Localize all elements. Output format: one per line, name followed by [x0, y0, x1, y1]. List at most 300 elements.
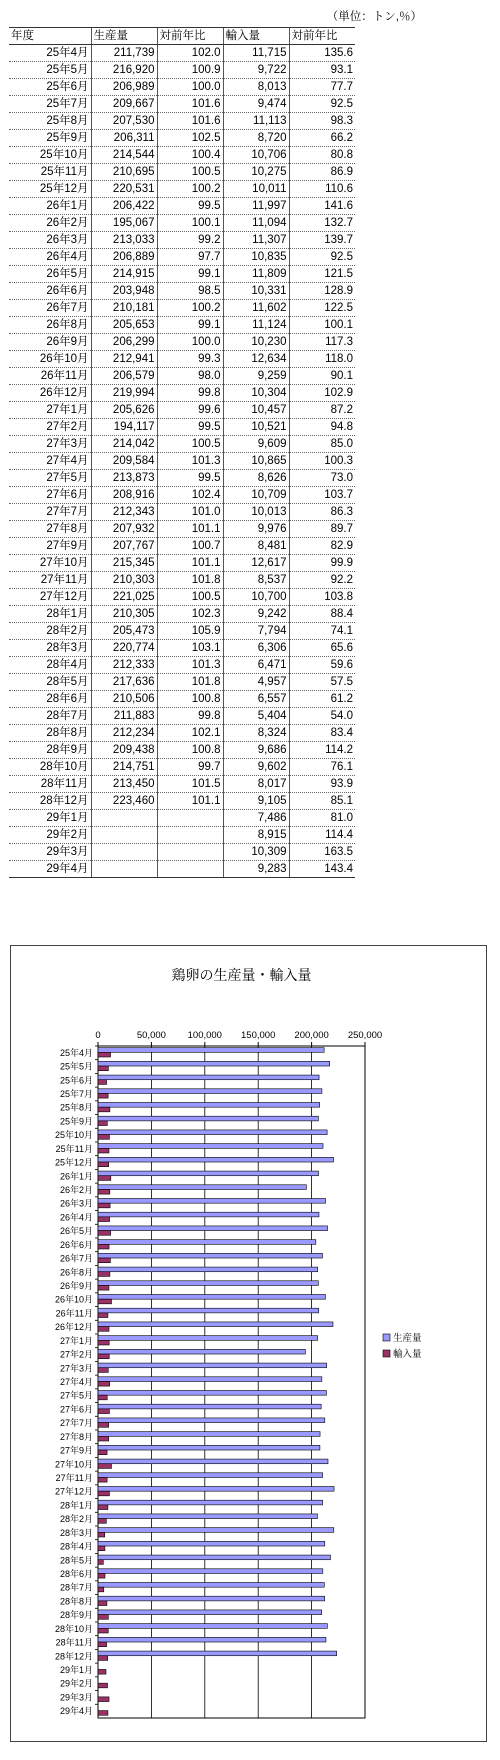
category-label: 28年10月 [54, 1623, 93, 1634]
table-cell: 211,739 [91, 45, 157, 62]
table-cell: 99.5 [157, 198, 223, 215]
bar-import [98, 1135, 109, 1140]
table-cell: 9,602 [223, 759, 289, 776]
table-row [9, 776, 355, 793]
bar-import [98, 1491, 109, 1496]
table-cell: 27年5月 [9, 470, 91, 487]
bar-production [98, 1363, 327, 1368]
bar-import [98, 1244, 109, 1249]
table-cell: 194,117 [91, 419, 157, 436]
bar-production [98, 1089, 322, 1094]
bar-import [98, 1381, 110, 1386]
category-label: 27年5月 [59, 1390, 93, 1401]
bar-import [98, 1532, 105, 1537]
table-cell: 25年12月 [9, 181, 91, 198]
legend-label: 輸入量 [393, 1349, 422, 1360]
table-cell: 77.7 [289, 79, 355, 96]
table-row [9, 725, 355, 742]
bar-production [98, 1651, 337, 1656]
table-cell: 11,809 [223, 266, 289, 283]
table-cell: 28年6月 [9, 691, 91, 708]
table-cell: 99.1 [157, 317, 223, 334]
table-row [9, 300, 355, 317]
table-cell: 206,311 [91, 130, 157, 147]
table-cell: 10,865 [223, 453, 289, 470]
table-cell: 26年1月 [9, 198, 91, 215]
table-cell: 103.7 [289, 487, 355, 504]
category-label: 27年8月 [59, 1431, 93, 1442]
category-label: 27年11月 [55, 1473, 93, 1483]
table-cell: 100.0 [157, 79, 223, 96]
table-cell: 139.7 [289, 232, 355, 249]
table-cell: 61.2 [289, 691, 355, 708]
category-label: 25年7月 [59, 1089, 93, 1099]
legend-label: 生産量 [393, 1333, 422, 1344]
table-cell: 101.1 [157, 521, 223, 538]
category-label: 25年8月 [59, 1102, 93, 1113]
table-cell: 100.5 [157, 589, 223, 606]
bar-production [98, 1130, 327, 1135]
table-cell: 223,460 [91, 793, 157, 810]
table-cell: 25年4月 [9, 45, 91, 62]
table-row [9, 147, 355, 164]
table-cell: 25年7月 [9, 96, 91, 113]
table-cell: 217,636 [91, 674, 157, 691]
table-cell: 100.1 [289, 317, 355, 334]
table-cell: 66.2 [289, 130, 355, 147]
bar-import [98, 1656, 108, 1661]
bar-production [98, 1555, 330, 1560]
table-cell: 8,013 [223, 79, 289, 96]
table-cell: 10,309 [223, 844, 289, 861]
bar-production [98, 1473, 323, 1478]
table-cell: 220,774 [91, 640, 157, 657]
table-cell: 73.0 [289, 470, 355, 487]
category-label: 29年2月 [59, 1678, 93, 1689]
category-label: 29年3月 [59, 1692, 93, 1703]
table-cell: 210,695 [91, 164, 157, 181]
table-cell [91, 844, 157, 861]
table-cell: 98.5 [157, 283, 223, 300]
table-cell: 28年12月 [9, 793, 91, 810]
table-cell: 27年6月 [9, 487, 91, 504]
table-cell: 207,530 [91, 113, 157, 130]
table-cell: 11,602 [223, 300, 289, 317]
table-cell: 118.0 [289, 351, 355, 368]
bar-import [98, 1464, 111, 1469]
bar-production [98, 1583, 324, 1588]
category-label: 26年4月 [59, 1212, 93, 1223]
bar-import [98, 1519, 106, 1524]
bar-production [98, 1391, 326, 1396]
table-cell: 102.5 [157, 130, 223, 147]
table-cell: 206,989 [91, 79, 157, 96]
bar-import [98, 1340, 109, 1345]
table-cell: 212,343 [91, 504, 157, 521]
table-cell: 29年4月 [9, 861, 91, 878]
category-label: 28年12月 [54, 1651, 93, 1662]
table-cell: 9,722 [223, 62, 289, 79]
table-cell: 99.8 [157, 708, 223, 725]
table-cell: 205,626 [91, 402, 157, 419]
table-cell: 8,626 [223, 470, 289, 487]
table-cell: 10,521 [223, 419, 289, 436]
bar-import [98, 1189, 110, 1194]
table-cell: 28年9月 [9, 742, 91, 759]
table-row [9, 504, 355, 521]
table-cell: 28年10月 [9, 759, 91, 776]
category-label: 25年4月 [59, 1047, 93, 1058]
table-row [9, 555, 355, 572]
table-cell: 11,124 [223, 317, 289, 334]
table-row [9, 470, 355, 487]
table-cell: 220,531 [91, 181, 157, 198]
table-cell: 25年11月 [9, 164, 91, 181]
table-cell: 101.8 [157, 674, 223, 691]
table-cell [157, 827, 223, 844]
table-cell: 208,916 [91, 487, 157, 504]
category-label: 27年1月 [59, 1335, 93, 1346]
bar-production [98, 1610, 322, 1615]
bar-import [98, 1121, 107, 1126]
category-label: 28年7月 [59, 1582, 93, 1593]
table-cell: 27年11月 [9, 572, 91, 589]
table-cell: 143.4 [289, 861, 355, 878]
bar-import [98, 1711, 108, 1716]
table-header-1: 生産量 [91, 28, 157, 45]
bar-production [98, 1226, 328, 1231]
table-cell: 98.0 [157, 368, 223, 385]
bar-import [98, 1162, 109, 1167]
table-cell: 10,013 [223, 504, 289, 521]
table-cell [91, 827, 157, 844]
table-cell: 100.8 [157, 691, 223, 708]
table-cell: 101.0 [157, 504, 223, 521]
table-cell: 210,303 [91, 572, 157, 589]
table-cell: 27年1月 [9, 402, 91, 419]
table-row [9, 572, 355, 589]
bar-import [98, 1573, 105, 1578]
table-cell: 213,033 [91, 232, 157, 249]
table-row [9, 334, 355, 351]
table-cell: 26年2月 [9, 215, 91, 232]
bar-production [98, 1116, 318, 1121]
table-cell: 81.0 [289, 810, 355, 827]
bar-import [98, 1203, 110, 1208]
table-cell: 101.1 [157, 793, 223, 810]
bar-production [98, 1308, 319, 1313]
table-cell: 128.9 [289, 283, 355, 300]
table-cell: 7,794 [223, 623, 289, 640]
table-cell: 26年12月 [9, 385, 91, 402]
bar-import [98, 1436, 109, 1441]
table-cell: 12,617 [223, 555, 289, 572]
table-row [9, 487, 355, 504]
table-cell: 25年9月 [9, 130, 91, 147]
bar-production [98, 1487, 334, 1492]
table-cell: 28年4月 [9, 657, 91, 674]
table-cell: 27年7月 [9, 504, 91, 521]
category-label: 25年5月 [59, 1061, 93, 1072]
table-cell: 10,011 [223, 181, 289, 198]
table-row [9, 317, 355, 334]
table-row [9, 640, 355, 657]
bar-import [98, 1601, 107, 1606]
bar-production [98, 1322, 333, 1327]
table-cell: 11,094 [223, 215, 289, 232]
table-cell [91, 810, 157, 827]
bar-import [98, 1327, 109, 1332]
table-row [9, 742, 355, 759]
category-label: 28年8月 [59, 1596, 93, 1607]
category-label: 25年6月 [59, 1075, 93, 1086]
bar-production [98, 1295, 325, 1300]
table-cell: 25年10月 [9, 147, 91, 164]
table-cell: 25年8月 [9, 113, 91, 130]
table-cell: 27年10月 [9, 555, 91, 572]
table-cell: 101.3 [157, 453, 223, 470]
bar-production [98, 1445, 320, 1450]
table-cell: 82.9 [289, 538, 355, 555]
bar-production [98, 1267, 318, 1272]
table-cell: 114.4 [289, 827, 355, 844]
table-row [9, 266, 355, 283]
chart-frame [10, 945, 487, 1742]
table-cell: 114.2 [289, 742, 355, 759]
table-row [9, 657, 355, 674]
category-label: 27年10月 [54, 1459, 93, 1470]
bar-import [98, 1587, 104, 1592]
table-row [9, 810, 355, 827]
table-cell: 10,331 [223, 283, 289, 300]
bar-production [98, 1418, 325, 1423]
category-label: 28年6月 [59, 1569, 93, 1579]
table-row [9, 62, 355, 79]
bar-production [98, 1349, 305, 1354]
table-cell: 9,976 [223, 521, 289, 538]
table-cell: 214,042 [91, 436, 157, 453]
table-cell: 9,474 [223, 96, 289, 113]
legend-swatch [383, 1334, 390, 1341]
table-cell: 93.1 [289, 62, 355, 79]
table-row [9, 45, 355, 62]
category-label: 29年4月 [59, 1706, 93, 1717]
table-cell: 102.3 [157, 606, 223, 623]
table-cell: 94.8 [289, 419, 355, 436]
table-row [9, 130, 355, 147]
bar-import [98, 1093, 108, 1098]
table-row [9, 96, 355, 113]
table-cell: 102.1 [157, 725, 223, 742]
table-cell: 205,653 [91, 317, 157, 334]
bar-import [98, 1080, 107, 1085]
table-cell: 214,915 [91, 266, 157, 283]
table-cell: 195,067 [91, 215, 157, 232]
table-cell: 100.5 [157, 436, 223, 453]
category-label: 27年6月 [59, 1404, 93, 1415]
table-cell: 122.5 [289, 300, 355, 317]
table-cell: 11,113 [223, 113, 289, 130]
bar-production [98, 1432, 320, 1437]
table-cell: 99.9 [289, 555, 355, 572]
table-cell: 99.1 [157, 266, 223, 283]
table-cell: 101.6 [157, 96, 223, 113]
table-row [9, 606, 355, 623]
table-row [9, 793, 355, 810]
table-cell: 100.2 [157, 300, 223, 317]
table-cell: 214,544 [91, 147, 157, 164]
table-cell: 211,883 [91, 708, 157, 725]
table-row [9, 708, 355, 725]
table-cell: 99.2 [157, 232, 223, 249]
table-cell: 28年8月 [9, 725, 91, 742]
bar-production [98, 1459, 328, 1464]
table-cell: 6,306 [223, 640, 289, 657]
category-label: 26年11月 [55, 1308, 93, 1319]
table-cell: 26年8月 [9, 317, 91, 334]
bar-import [98, 1669, 106, 1674]
table-cell: 25年5月 [9, 62, 91, 79]
table-cell: 100.1 [157, 215, 223, 232]
bar-production [98, 1596, 325, 1601]
table-cell: 101.1 [157, 555, 223, 572]
table-cell: 210,506 [91, 691, 157, 708]
category-label: 27年7月 [59, 1418, 93, 1429]
category-label: 26年6月 [59, 1239, 93, 1250]
unit-label: （単位：トン,％） [326, 11, 422, 23]
table-cell: 10,709 [223, 487, 289, 504]
bar-production [98, 1061, 330, 1066]
table-cell: 99.6 [157, 402, 223, 419]
table-cell: 11,307 [223, 232, 289, 249]
bar-production [98, 1377, 322, 1382]
table-cell: 65.6 [289, 640, 355, 657]
table-cell: 26年9月 [9, 334, 91, 351]
table-cell: 214,751 [91, 759, 157, 776]
table-row [9, 232, 355, 249]
table-row [9, 538, 355, 555]
bar-production [98, 1075, 319, 1080]
table-row [9, 623, 355, 640]
table-cell: 203,948 [91, 283, 157, 300]
bar-production [98, 1212, 319, 1217]
table-row [9, 283, 355, 300]
table-cell: 92.2 [289, 572, 355, 589]
table-cell: 99.7 [157, 759, 223, 776]
table-cell: 100.4 [157, 147, 223, 164]
table-cell: 212,333 [91, 657, 157, 674]
table-header-row [9, 28, 355, 45]
bar-import [98, 1423, 109, 1428]
table-cell: 25年6月 [9, 79, 91, 96]
bar-import [98, 1066, 108, 1071]
bar-import [98, 1546, 105, 1551]
table-row [9, 368, 355, 385]
table-cell: 85.1 [289, 793, 355, 810]
table-cell: 105.9 [157, 623, 223, 640]
table-cell: 135.6 [289, 45, 355, 62]
table-cell: 100.7 [157, 538, 223, 555]
table-cell: 6,471 [223, 657, 289, 674]
category-label: 26年8月 [59, 1267, 93, 1278]
table-cell: 98.3 [289, 113, 355, 130]
table-cell: 207,767 [91, 538, 157, 555]
category-label: 27年12月 [54, 1486, 93, 1497]
table-header-4: 対前年比 [289, 28, 355, 45]
bar-production [98, 1281, 318, 1286]
table-cell: 100.9 [157, 62, 223, 79]
table-row [9, 436, 355, 453]
table-cell: 212,941 [91, 351, 157, 368]
bar-production [98, 1624, 327, 1629]
table-row [9, 351, 355, 368]
table-cell: 10,304 [223, 385, 289, 402]
table-cell: 9,105 [223, 793, 289, 810]
x-tick-label: 250,000 [347, 1030, 383, 1041]
category-label: 26年12月 [54, 1322, 93, 1333]
table-cell: 103.8 [289, 589, 355, 606]
table-cell: 26年5月 [9, 266, 91, 283]
bar-import [98, 1217, 110, 1222]
table-cell: 206,299 [91, 334, 157, 351]
table-row [9, 827, 355, 844]
category-label: 29年1月 [59, 1665, 93, 1675]
x-tick-label: 0 [95, 1030, 101, 1041]
bar-import [98, 1285, 109, 1290]
table-cell: 219,994 [91, 385, 157, 402]
table-cell: 163.5 [289, 844, 355, 861]
category-label: 25年11月 [55, 1143, 93, 1154]
table-cell: 97.7 [157, 249, 223, 266]
bar-import [98, 1450, 107, 1455]
table-cell: 27年12月 [9, 589, 91, 606]
table-cell: 88.4 [289, 606, 355, 623]
bar-import [98, 1354, 109, 1359]
bar-production [98, 1103, 320, 1108]
table-cell: 4,957 [223, 674, 289, 691]
table-cell: 93.9 [289, 776, 355, 793]
table-cell [157, 810, 223, 827]
table-cell: 11,997 [223, 198, 289, 215]
bar-production [98, 1336, 318, 1341]
table-cell: 28年1月 [9, 606, 91, 623]
table-row [9, 198, 355, 215]
table-cell: 210,181 [91, 300, 157, 317]
bar-import [98, 1628, 108, 1633]
category-label: 25年9月 [59, 1116, 93, 1127]
table-cell: 209,438 [91, 742, 157, 759]
category-label: 27年3月 [59, 1363, 93, 1374]
bar-import [98, 1409, 109, 1414]
category-label: 28年2月 [59, 1514, 93, 1525]
table-cell: 210,305 [91, 606, 157, 623]
table-cell: 85.0 [289, 436, 355, 453]
table-row [9, 453, 355, 470]
table-cell: 26年7月 [9, 300, 91, 317]
table-cell: 89.7 [289, 521, 355, 538]
table-cell: 209,667 [91, 96, 157, 113]
table-cell: 74.1 [289, 623, 355, 640]
table-cell: 10,706 [223, 147, 289, 164]
table-cell: 10,275 [223, 164, 289, 181]
bar-production [98, 1144, 323, 1149]
table-cell: 102.4 [157, 487, 223, 504]
table-cell: 29年3月 [9, 844, 91, 861]
table-cell: 101.5 [157, 776, 223, 793]
table-cell: 11,715 [223, 45, 289, 62]
x-tick-label: 50,000 [136, 1030, 166, 1041]
table-cell: 8,915 [223, 827, 289, 844]
